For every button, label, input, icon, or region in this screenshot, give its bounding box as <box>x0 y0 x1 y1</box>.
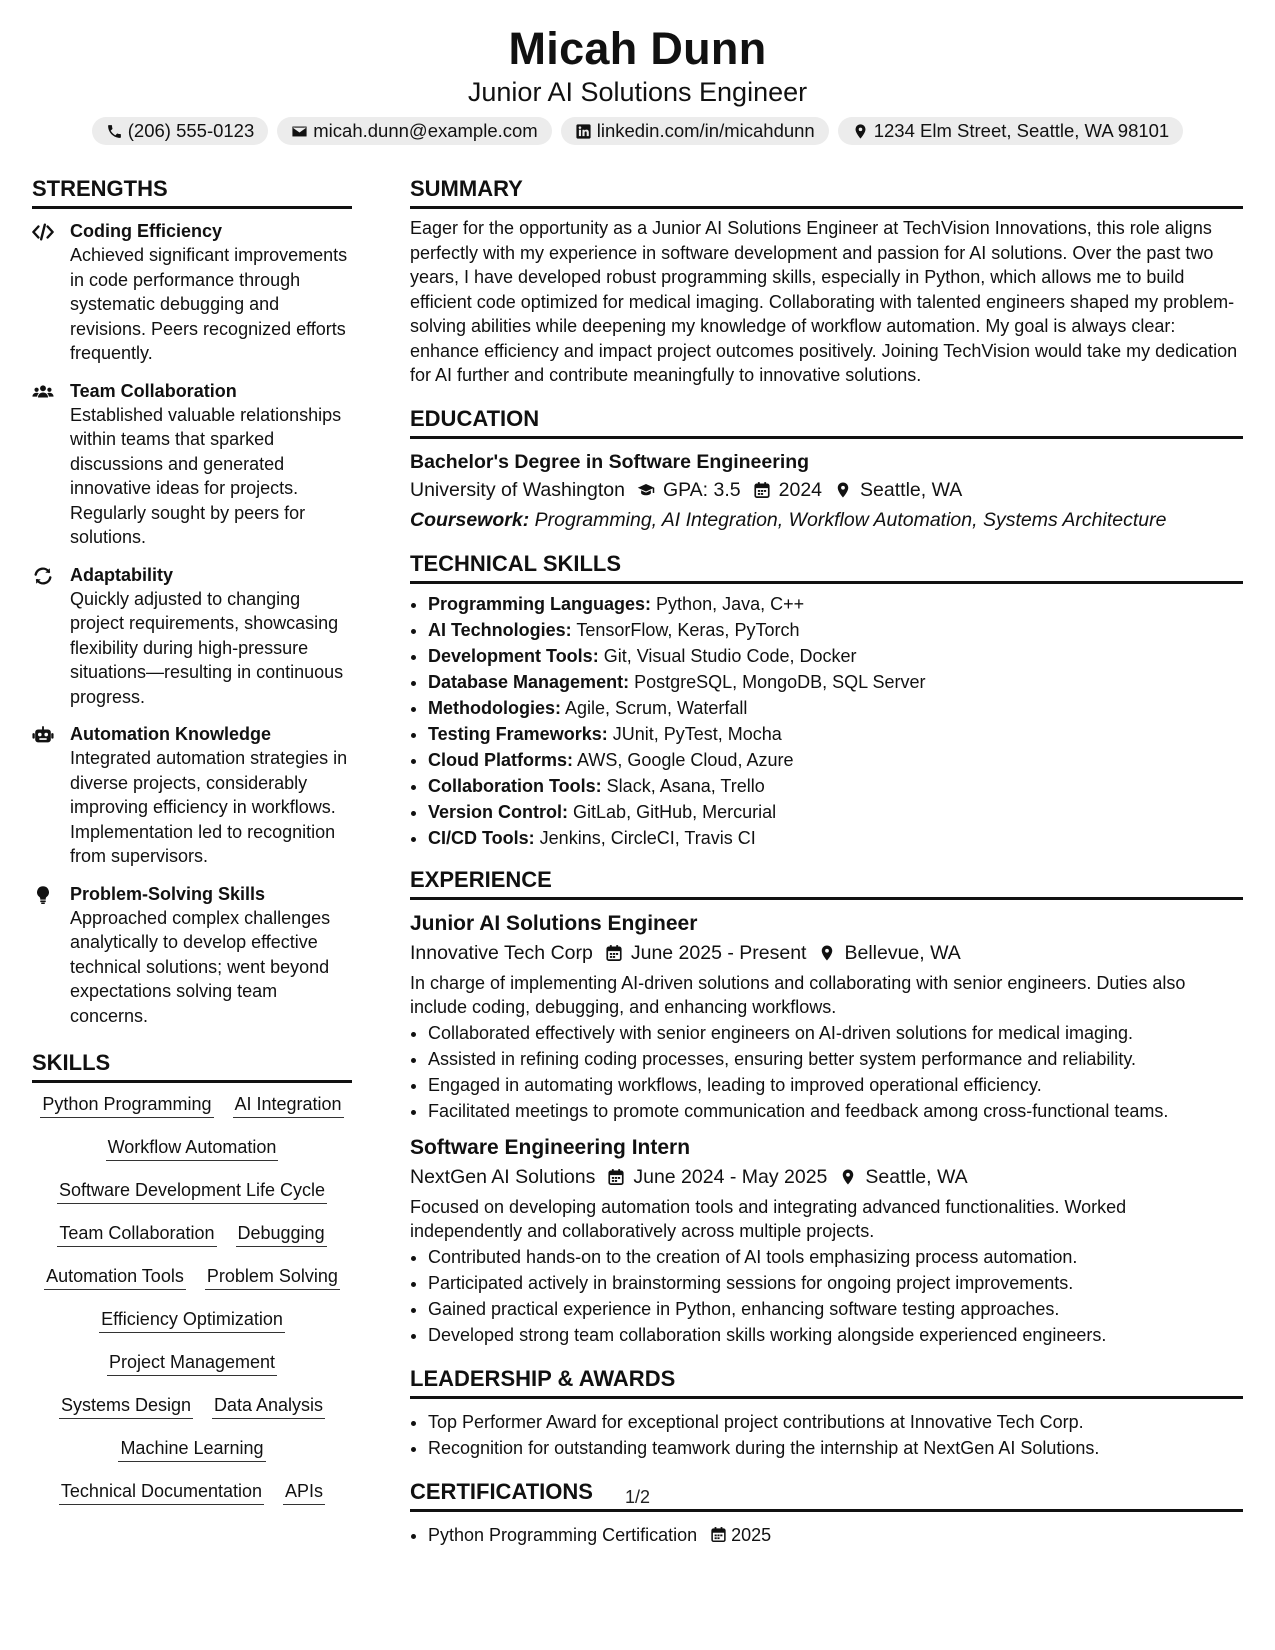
list-item: • Recognition for outstanding teamwork during the internship at NextGen AI Solutions. <box>428 1435 1243 1461</box>
strength-description: Achieved significant improvements in code performance through systematic debugging and revisions. Peers recognized efforts frequently. <box>70 245 348 363</box>
graduation-cap-icon <box>637 481 655 499</box>
leadership-heading: LEADERSHIP & AWARDS <box>410 1366 1243 1399</box>
skill-tag: Workflow Automation <box>106 1136 279 1161</box>
skill-row <box>32 1222 352 1247</box>
job-bullets <box>410 1020 1243 1124</box>
experience-section <box>410 867 1243 1348</box>
page-indicator: 1/2 <box>624 1487 651 1507</box>
map-marker-icon <box>834 481 852 499</box>
address-text: 1234 Elm Street, Seattle, WA 98101 <box>873 120 1170 141</box>
education-section <box>410 406 1243 535</box>
job-location: Bellevue, WA <box>844 941 961 964</box>
skill-tag: Team Collaboration <box>57 1222 216 1247</box>
technical-skill-item <box>428 747 1243 773</box>
linkedin-text: linkedin.com/in/micahdunn <box>596 120 815 141</box>
strength-title: Automation Knowledge <box>70 724 271 744</box>
job-dates: June 2025 - Present <box>630 941 807 964</box>
job-meta <box>410 1162 1243 1192</box>
graduation-year: 2024 <box>778 478 823 501</box>
company-name: Innovative Tech Corp <box>410 941 593 964</box>
robot-icon <box>32 725 54 745</box>
school-name: University of Washington <box>410 478 625 501</box>
contact-bar <box>0 117 1275 145</box>
technical-skill-item <box>428 773 1243 799</box>
technical-skill-value: Python, Java, C++ <box>656 593 805 614</box>
contact-address[interactable] <box>838 117 1184 145</box>
candidate-name: Micah Dunn <box>508 23 767 74</box>
map-marker-icon <box>852 123 869 140</box>
list-item: • Collaborated effectively with senior engineers on AI-driven solutions for medical imaging. <box>428 1020 1243 1046</box>
job-meta <box>410 938 1243 968</box>
lightbulb-icon <box>32 885 54 905</box>
calendar-icon <box>607 1168 625 1186</box>
skill-row <box>32 1265 352 1290</box>
technical-skill-item <box>428 825 1243 851</box>
technical-skill-label: Version Control: <box>428 801 569 822</box>
technical-skill-label: Testing Frameworks: <box>428 723 608 744</box>
strengths-section <box>32 176 352 1028</box>
calendar-icon <box>753 481 771 499</box>
technical-skill-label: Development Tools: <box>428 645 599 666</box>
summary-text: Eager for the opportunity as a Junior AI Solutions Engineer at TechVision Innovations, this role aligns perfectly with my experience in software development and passion for AI solutions. Over the past two years, I have developed robust programming skills, especially in Python, which allows me to build efficient code optimized for medical imaging. Collaborating with talented engineers shaped my problem-solving abilities while deepening my knowledge of workflow automation. My goal is always clear: enhance efficiency and impact project outcomes positively. Joining TechVision would take my dedication for AI further and contribute meaningfully to innovative solutions. <box>410 218 1238 385</box>
skill-row <box>32 1437 352 1462</box>
strength-description: Quickly adjusted to changing project requirements, showcasing flexibility during high-pressure situations—resulting in continuous progress. <box>70 588 344 707</box>
technical-skill-label: Methodologies: <box>428 697 561 718</box>
skill-row <box>32 1136 352 1161</box>
code-icon <box>32 222 54 242</box>
coursework-line <box>410 505 1243 535</box>
technical-skill-item <box>428 695 1243 721</box>
skill-tag: Systems Design <box>59 1394 193 1419</box>
strength-description: Integrated automation strategies in diverse projects, considerably improving efficiency in workflows. Implementation led to recognition from supervisors. <box>70 748 348 866</box>
list-item: • Top Performer Award for exceptional project contributions at Innovative Tech Corp. <box>428 1409 1243 1435</box>
sync-icon <box>32 566 54 586</box>
skill-tag: AI Integration <box>233 1093 344 1118</box>
leadership-section <box>410 1366 1243 1461</box>
candidate-role: Junior AI Solutions Engineer <box>467 77 808 107</box>
left-column <box>32 176 352 1562</box>
strength-item <box>32 379 352 550</box>
strength-item <box>32 882 352 1029</box>
gpa: GPA: 3.5 <box>662 478 741 501</box>
technical-skill-value: JUnit, PyTest, Mocha <box>612 723 782 744</box>
skill-tag: Project Management <box>107 1351 277 1376</box>
technical-skill-label: Cloud Platforms: <box>428 749 574 770</box>
list-item: • Engaged in automating workflows, leading to improved operational efficiency. <box>428 1072 1243 1098</box>
technical-skills-heading: TECHNICAL SKILLS <box>410 551 1243 584</box>
summary-section <box>410 176 1243 388</box>
skill-row <box>32 1179 352 1204</box>
strength-title: Problem-Solving Skills <box>70 883 266 904</box>
linkedin-icon <box>575 123 592 140</box>
skill-tag: Debugging <box>236 1222 327 1247</box>
technical-skill-item <box>428 617 1243 643</box>
skill-tags <box>32 1093 352 1505</box>
technical-skills-section <box>410 551 1243 851</box>
phone-icon <box>106 123 123 140</box>
coursework-label: Coursework: <box>410 508 530 531</box>
strength-description: Established valuable relationships within teams that sparked discussions and generated innovative ideas for projects. Regularly sought by peers for solutions. <box>70 404 342 547</box>
strength-item <box>32 722 352 869</box>
resume-header <box>0 0 1275 145</box>
strengths-heading: STRENGTHS <box>32 176 352 209</box>
skill-tag: Machine Learning <box>118 1437 265 1462</box>
experience-heading: EXPERIENCE <box>410 867 1243 900</box>
technical-skill-value: AWS, Google Cloud, Azure <box>577 749 794 770</box>
technical-skill-label: Programming Languages: <box>428 593 652 614</box>
skill-tag: APIs <box>283 1480 325 1505</box>
technical-skills-list <box>410 591 1243 851</box>
job-entry <box>410 1134 1243 1348</box>
certifications-heading: CERTIFICATIONS <box>410 1479 1243 1512</box>
job-description: Focused on developing automation tools and integrating advanced functionalities. Worked independently and collaboratively across multiple projects. <box>410 1196 1127 1241</box>
list-item: • Facilitated meetings to promote communication and feedback among cross-functional teams. <box>428 1098 1243 1124</box>
skill-tag: Python Programming <box>40 1093 213 1118</box>
skill-tag: Software Development Life Cycle <box>57 1179 327 1204</box>
skills-heading: SKILLS <box>32 1050 352 1083</box>
certifications-list <box>410 1522 1243 1548</box>
list-item: • Contributed hands-on to the creation of AI tools emphasizing process automation. <box>428 1244 1243 1270</box>
technical-skill-value: PostgreSQL, MongoDB, SQL Server <box>634 671 926 692</box>
job-dates: June 2024 - May 2025 <box>633 1165 828 1188</box>
skill-row <box>32 1351 352 1376</box>
skill-tag: Technical Documentation <box>59 1480 264 1505</box>
contact-email[interactable] <box>277 117 551 145</box>
education-location: Seattle, WA <box>860 478 963 501</box>
leadership-list <box>410 1409 1243 1461</box>
resume-body <box>32 176 1243 1562</box>
technical-skill-label: AI Technologies: <box>428 619 572 640</box>
technical-skill-value: Slack, Asana, Trello <box>606 775 765 796</box>
skill-tag: Data Analysis <box>212 1394 325 1419</box>
skills-section <box>32 1050 352 1505</box>
job-title: Junior AI Solutions Engineer <box>410 911 698 935</box>
education-meta <box>410 475 1243 505</box>
technical-skill-value: Jenkins, CircleCI, Travis CI <box>539 827 756 848</box>
technical-skill-value: Git, Visual Studio Code, Docker <box>603 645 857 666</box>
technical-skill-item <box>428 591 1243 617</box>
job-description: In charge of implementing AI-driven solutions and collaborating with senior engineers. Duties also include coding, debugging, and enhancing workflows. <box>410 972 1186 1017</box>
certification-name: • Python Programming Certification <box>428 1524 698 1545</box>
strength-description: Approached complex challenges analytically to develop effective technical solutions; went beyond expectations solving team concerns. <box>70 907 331 1026</box>
education-heading: EDUCATION <box>410 406 1243 439</box>
phone-text: (206) 555-0123 <box>127 120 255 141</box>
strength-title: Team Collaboration <box>70 380 237 401</box>
list-item: • Assisted in refining coding processes, ensuring better system performance and reliability. <box>428 1046 1243 1072</box>
technical-skill-label: CI/CD Tools: <box>428 827 535 848</box>
degree-title: Bachelor's Degree in Software Engineering <box>410 450 810 473</box>
contact-phone[interactable] <box>92 117 269 145</box>
list-item: • Participated actively in brainstorming sessions for ongoing project improvements. <box>428 1270 1243 1296</box>
list-item: • Gained practical experience in Python, enhancing software testing approaches. <box>428 1296 1243 1322</box>
technical-skill-item <box>428 721 1243 747</box>
email-text: micah.dunn@example.com <box>313 120 538 141</box>
calendar-icon <box>710 1526 727 1543</box>
technical-skill-item <box>428 669 1243 695</box>
skill-tag: Problem Solving <box>205 1265 340 1290</box>
summary-heading: SUMMARY <box>410 176 1243 209</box>
list-item <box>428 1522 1243 1548</box>
map-marker-icon <box>839 1168 857 1186</box>
technical-skill-item <box>428 643 1243 669</box>
users-icon <box>32 382 54 402</box>
contact-linkedin[interactable] <box>561 117 829 145</box>
job-location: Seattle, WA <box>865 1165 968 1188</box>
list-item: • Developed strong team collaboration skills working alongside experienced engineers. <box>428 1322 1243 1348</box>
technical-skill-value: TensorFlow, Keras, PyTorch <box>576 619 800 640</box>
skill-tag: Efficiency Optimization <box>99 1308 285 1333</box>
technical-skill-label: Collaboration Tools: <box>428 775 602 796</box>
job-list <box>410 910 1243 1348</box>
calendar-icon <box>605 944 623 962</box>
job-bullets <box>410 1244 1243 1348</box>
skill-tag: Automation Tools <box>44 1265 186 1290</box>
skill-row <box>32 1308 352 1333</box>
strength-item <box>32 219 352 366</box>
skill-row <box>32 1394 352 1419</box>
strength-title: Coding Efficiency <box>70 221 223 241</box>
envelope-icon <box>291 123 308 140</box>
technical-skill-item <box>428 799 1243 825</box>
job-entry <box>410 910 1243 1124</box>
company-name: NextGen AI Solutions <box>410 1165 596 1188</box>
technical-skill-label: Database Management: <box>428 671 630 692</box>
strength-title: Adaptability <box>70 564 174 585</box>
job-title: Software Engineering Intern <box>410 1135 691 1159</box>
coursework-list: Programming, AI Integration, Workflow Automation, Systems Architecture <box>534 508 1167 531</box>
technical-skill-value: GitLab, GitHub, Mercurial <box>573 801 777 822</box>
map-marker-icon <box>818 944 836 962</box>
strength-item <box>32 563 352 710</box>
skill-row <box>32 1093 352 1118</box>
certification-year: 2025 <box>731 1524 772 1545</box>
right-column <box>410 176 1243 1562</box>
technical-skill-value: Agile, Scrum, Waterfall <box>565 697 748 718</box>
